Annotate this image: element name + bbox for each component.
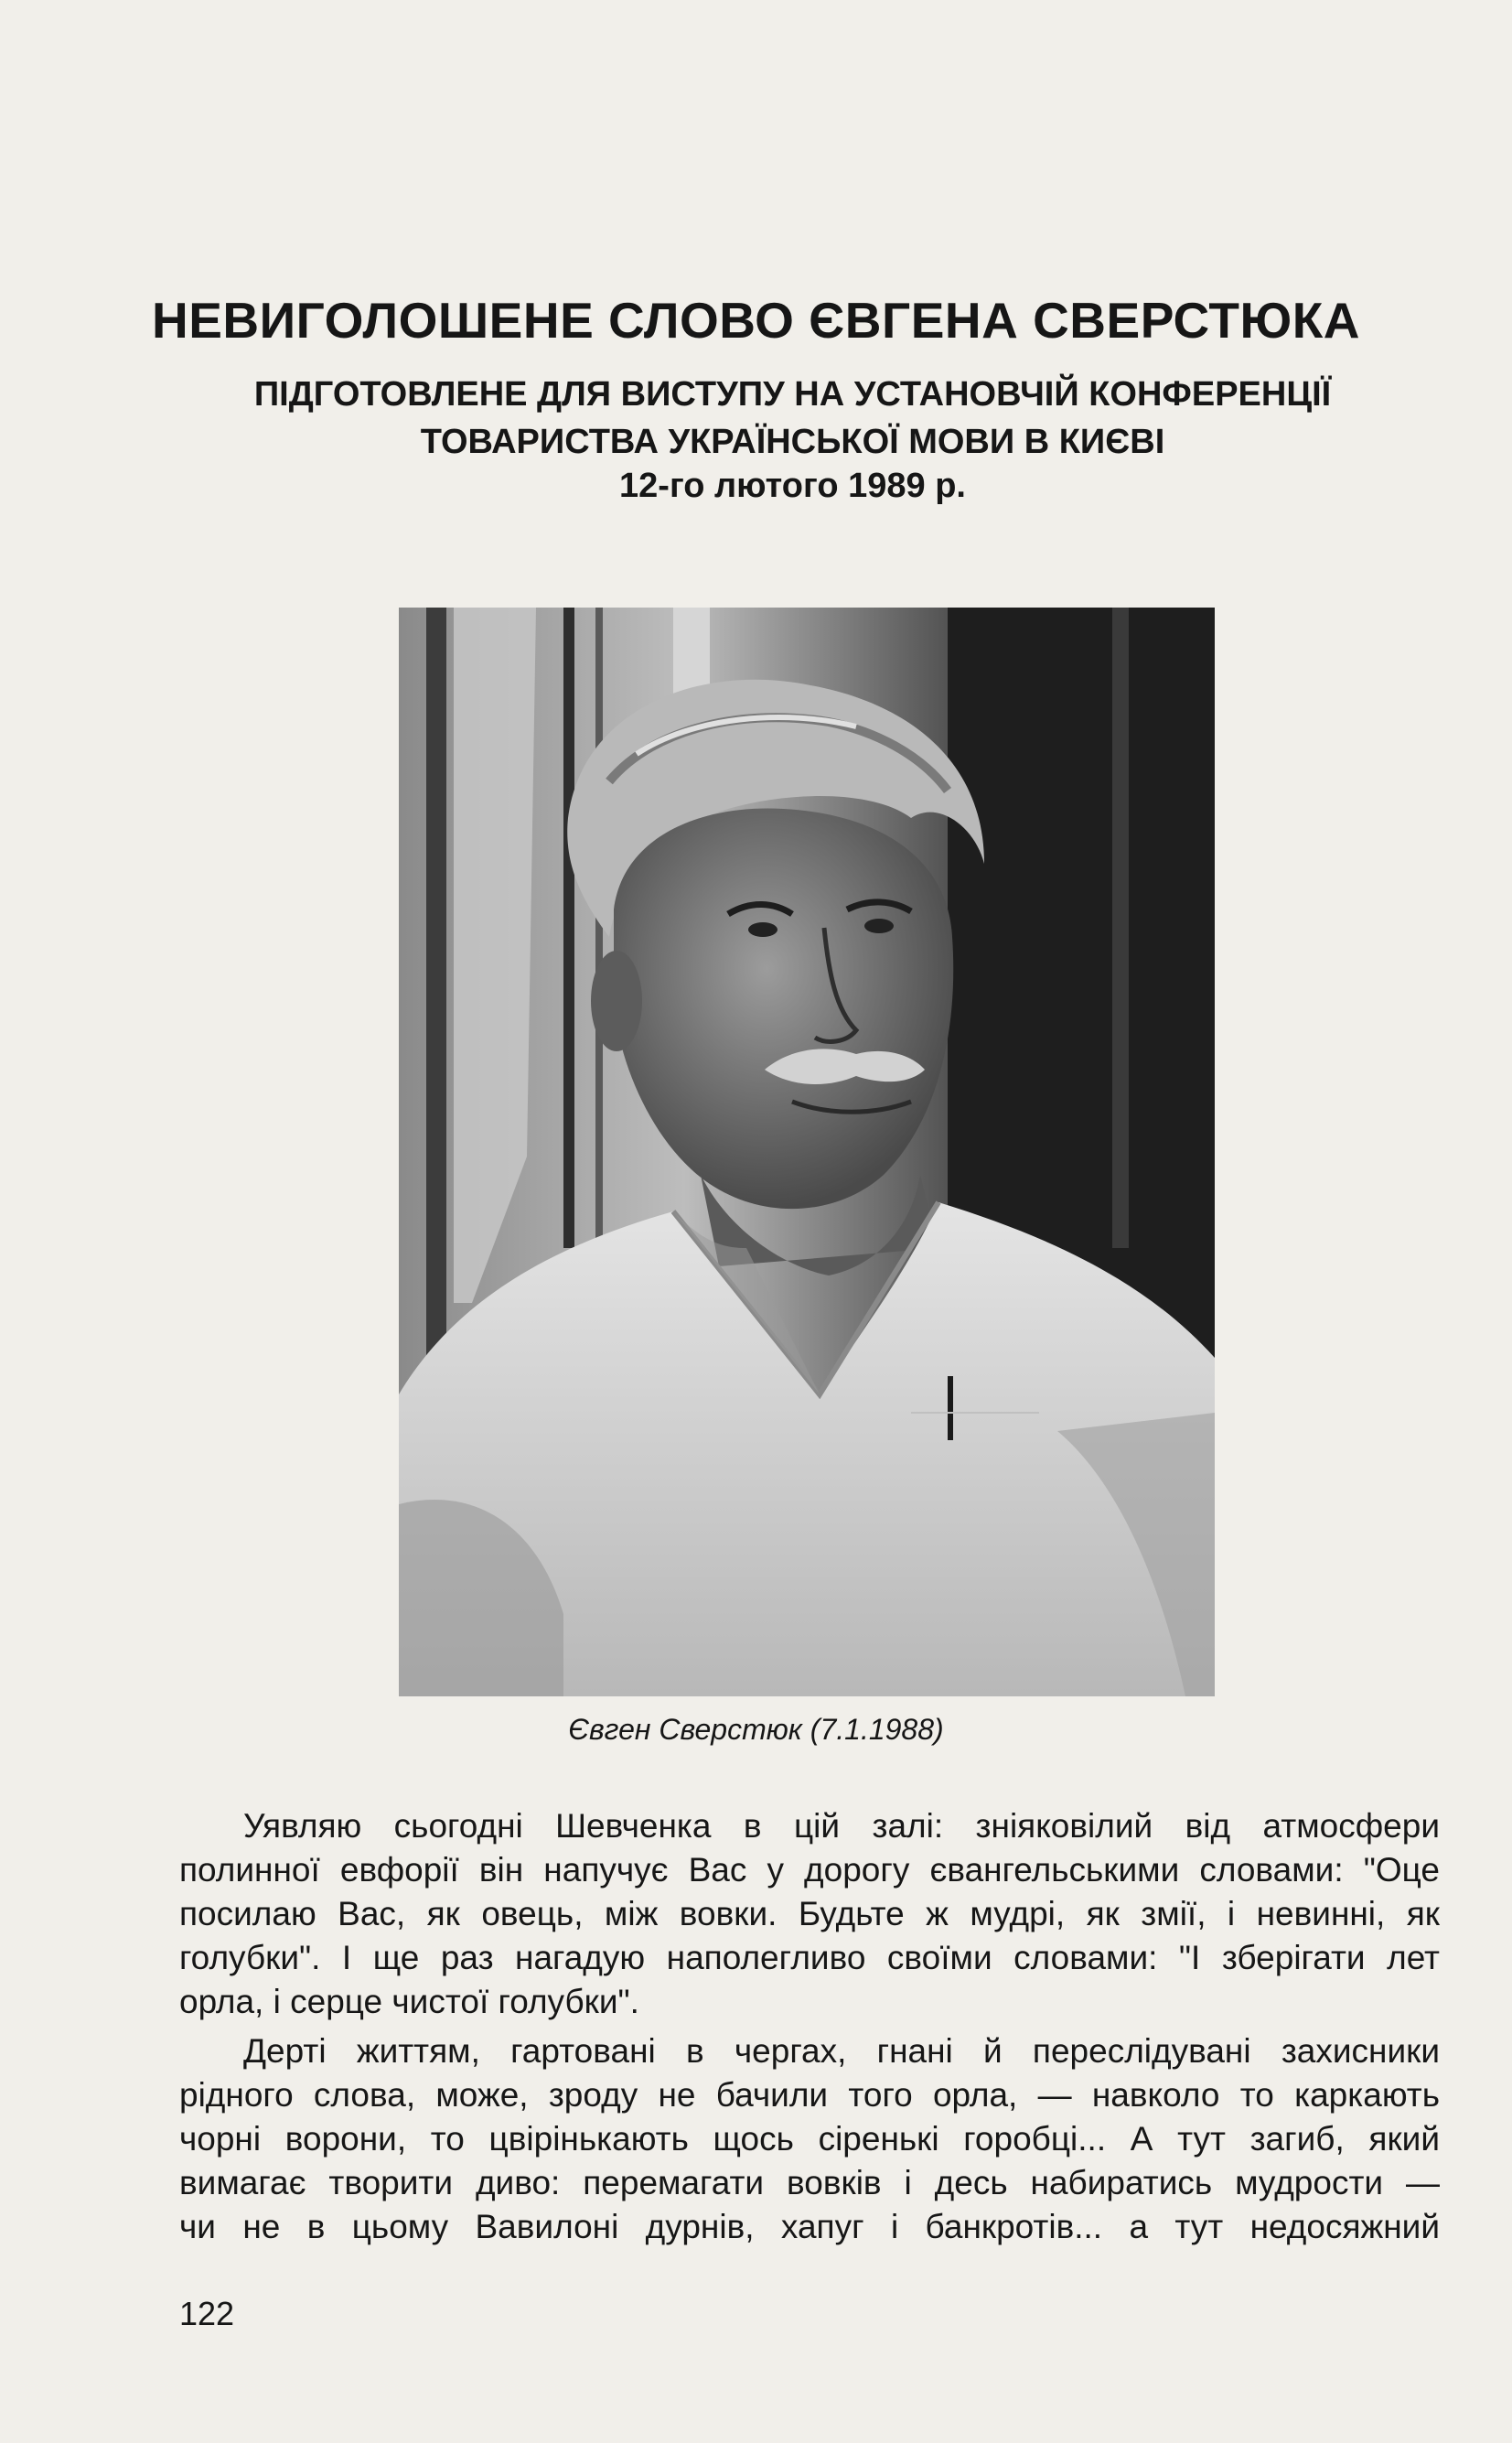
portrait-photo: [399, 608, 1215, 1696]
paragraph-2: [179, 2029, 1440, 2249]
text-line: посилаю Вас, як овець, між вовки. Будьте ж мудрі, як змії, і невинні, як: [179, 1895, 1440, 1932]
text-line: чи не в цьому Вавилоні дурнів, хапуг і банкротів... а тут недосяжний: [179, 2208, 1440, 2245]
text-line: голубки". І ще раз нагадую наполегливо своїми словами: "І зберігати лет: [179, 1939, 1440, 1976]
text-line: полинної евфорії він напучує Вас у дорогу євангельськими словами: "Оце: [179, 1851, 1440, 1889]
text-line: Уявляю сьогодні Шевченка в цій залі: зніяковілий від атмосфери: [243, 1807, 1440, 1845]
caption-name: Євген Сверстюк: [568, 1713, 802, 1746]
text-line: Дерті життям, гартовані в чергах, гнані й переслідувані захисники: [243, 2032, 1440, 2070]
subtitle-line-2: ТОВАРИСТВА УКРАЇНСЬКОЇ МОВИ В КИЄВІ: [420, 423, 1165, 461]
page-number: 122: [179, 2295, 235, 2332]
text-line: вимагає творити диво: перемагати вовків і десь набиратись мудрости —: [179, 2164, 1440, 2201]
subtitle-line-1: ПІДГОТОВЛЕНЕ ДЛЯ ВИСТУПУ НА УСТАНОВЧІЙ КОНФЕРЕНЦІЇ: [253, 375, 1332, 414]
caption-date: (7.1.1988): [810, 1713, 944, 1746]
paragraph-1: [179, 1804, 1440, 2024]
subtitle-date: 12-го лютого 1989 р.: [619, 467, 966, 505]
text-line: рідного слова, може, зроду не бачили того орла, — навколо то каркають: [179, 2076, 1440, 2114]
page-title: НЕВИГОЛОШЕНЕ СЛОВО ЄВГЕНА СВЕРСТЮКА: [152, 292, 1360, 349]
text-line: орла, і серце чистої голубки".: [179, 1983, 639, 2020]
photo-caption: [0, 1713, 1512, 1747]
text-line: чорні ворони, то цвірінькають щось сіренькі горобці... А тут загиб, який: [179, 2120, 1440, 2158]
